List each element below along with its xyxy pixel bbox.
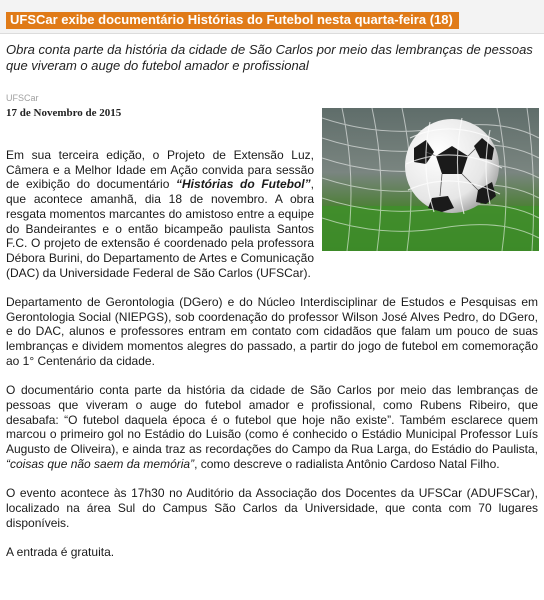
paragraph-1-text-c: , que acontece amanhã, dia 18 de novembro. A obra resgata momentos marcantes do amistoso entre a equipe do Bandeirantes e o então bicampeão paulista Santos F.C. O projeto de extensão é coordenado pela professora Débora Burini, do Departamento de Artes e Comunicação (DAC) da Universidade Federal de São Carlos (UFSCar). (6, 177, 314, 280)
article-paragraph-4: O evento acontece às 17h30 no Auditório da Associação dos Docentes da UFSCar (ADUFSCar), localizado na área Sul do Campus São Carlos da Universidade, que conta com 70 lugares disponíveis. (6, 486, 538, 530)
paragraph-3-text-c: , como descreve o radialista Antônio Cardoso Natal Filho. (194, 456, 500, 471)
article-paragraph-3 (6, 383, 538, 471)
image-float-spacer (314, 148, 538, 260)
article-subtitle: Obra conta parte da história da cidade de São Carlos por meio das lembranças de pessoas que viveram o auge do futebol amador e profissional (6, 42, 533, 73)
page-title: UFSCar exibe documentário Histórias do Futebol nesta quarta-feira (18) (6, 12, 459, 29)
article-source: UFSCar (6, 93, 39, 103)
documentary-title: “Histórias do Futebol” (176, 177, 311, 192)
article-body (6, 148, 538, 574)
paragraph-1-text-a: Em sua terceira edição, o Projeto de Extensão Luz, Câmera e a Melhor Idade em Ação convida para sessão de exibição do documentário (6, 148, 314, 192)
article-date: 17 de Novembro de 2015 (6, 107, 122, 119)
quote-memory: “coisas que não saem da memória” (6, 456, 195, 471)
paragraph-3-text-a: O documentário conta parte da história da cidade de São Carlos por meio das lembranças de pessoas que viveram o auge do futebol amador e profissional, como Rubens Ribeiro, que desabafa: “O futebol daquela época é o futebol que hoje não existe”. Também esclarece quem marcou o primeiro gol no Estádio do Luisão (como é conhecido o Estádio Municipal Professor Luís Augusto de Oliveira), e ainda traz as recordações do Campo da Rua Larga, do Estádio do Paulista, (6, 383, 538, 457)
title-bar (0, 0, 544, 34)
article-paragraph-5: A entrada é gratuita. (6, 544, 115, 559)
article-paragraph-2: Departamento de Gerontologia (DGero) e do Núcleo Interdisciplinar de Estudos e Pesquisas em Gerontologia Social (NIEPGS), sob coordenação do professor Wilson José Alves Pedro, do DGero, e do DAC, alunos e professores entram em contato com cidadãos que falam um pouco de suas lembranças e dividem momentos alegres do passado, a partir do jogo de futebol em comemoração ao 1° Centenário da cidade. (6, 295, 538, 368)
